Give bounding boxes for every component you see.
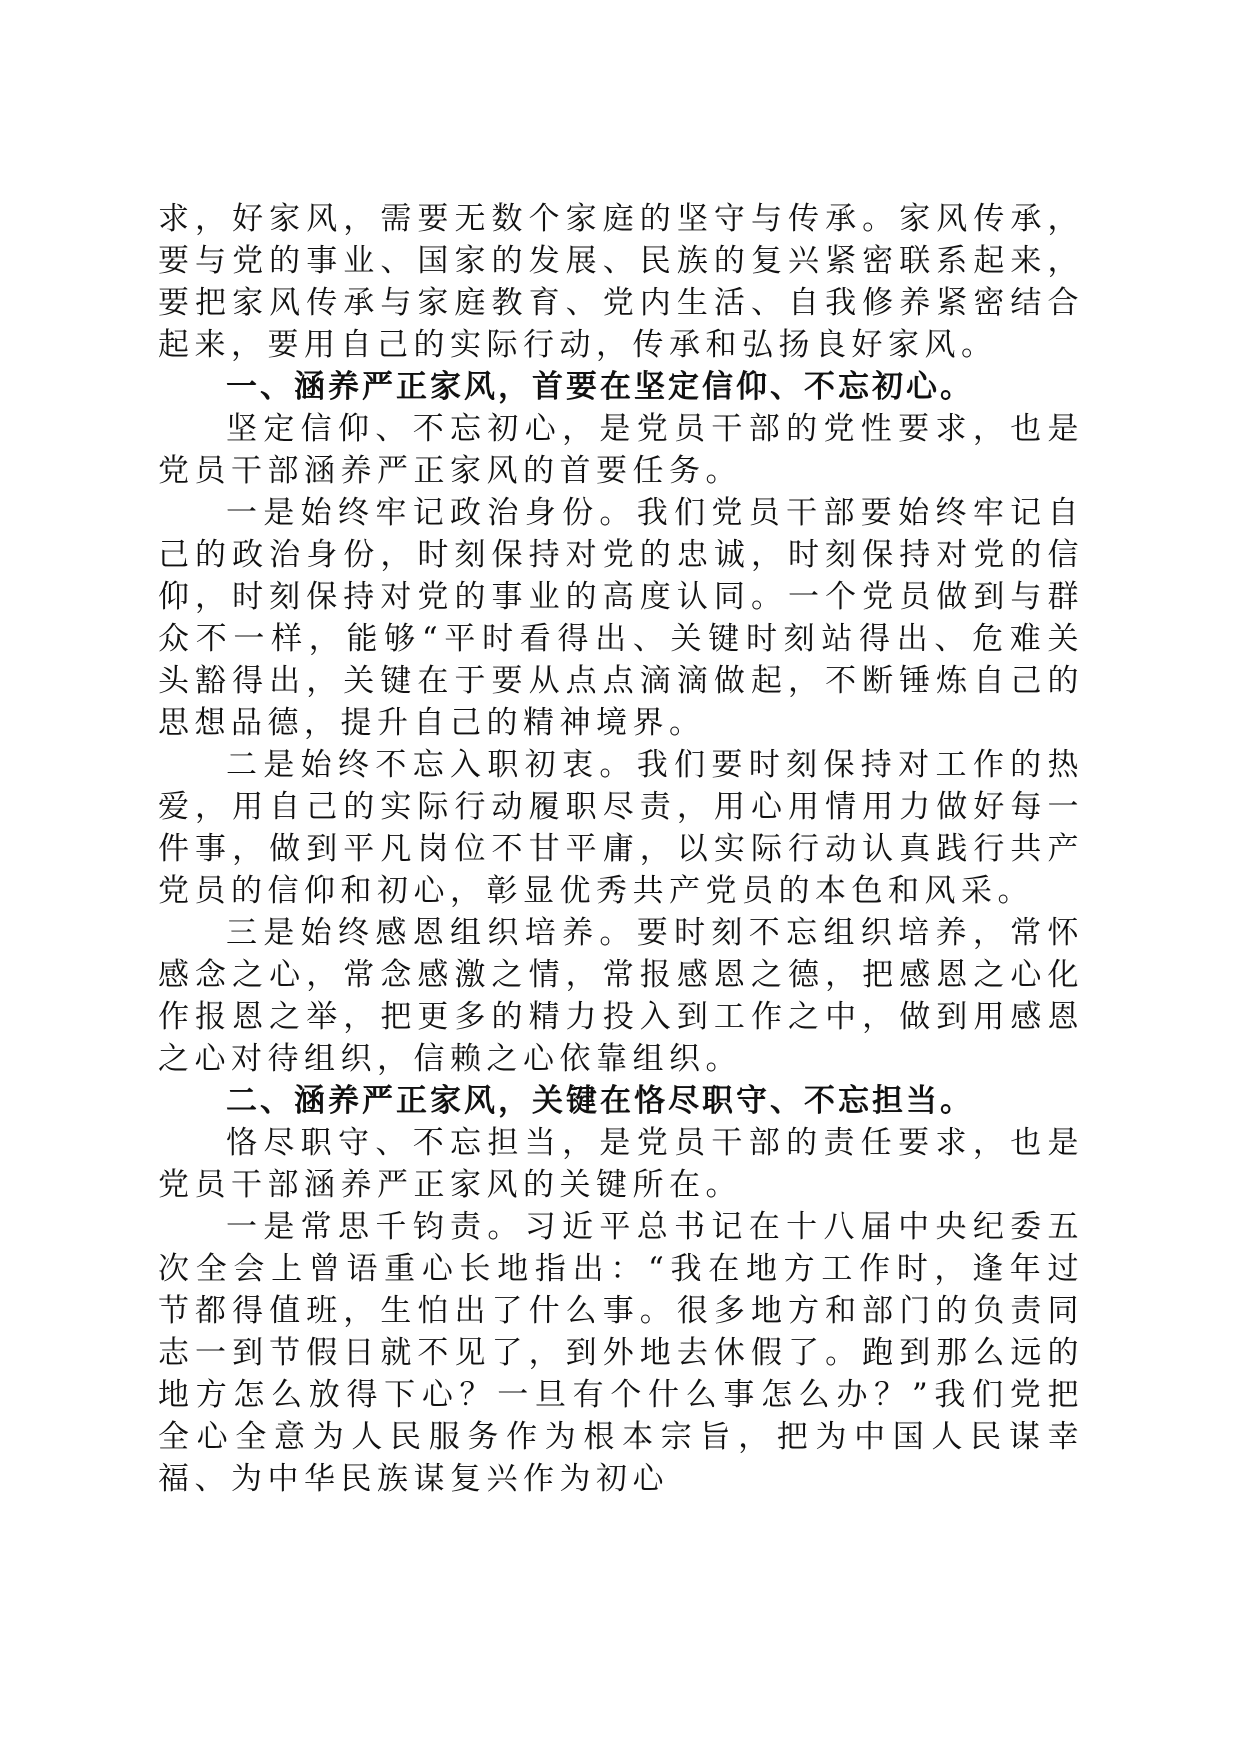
paragraph-continuation: 求，好家风，需要无数个家庭的坚守与传承。家风传承，要与党的事业、国家的发展、民族的复兴紧密联系起来，要把家风传承与家庭教育、党内生活、自我修养紧密结合起来，要用自己的实际行动，传承和弘扬良好家风。 (158, 201, 1084, 363)
section-heading-2: 二、涵养严正家风，关键在恪尽职守、不忘担当。 (226, 1083, 974, 1119)
paragraph-section1-intro: 坚定信仰、不忘初心，是党员干部的党性要求，也是党员干部涵养严正家风的首要任务。 (158, 411, 1084, 489)
section-heading-1: 一、涵养严正家风，首要在坚定信仰、不忘初心。 (226, 369, 974, 405)
document-body (158, 198, 1084, 1500)
paragraph-responsibility: 一是常思千钧责。习近平总书记在十八届中央纪委五次全会上曾语重心长地指出：“我在地方工作时，逢年过节都得值班，生怕出了什么事。很多地方和部门的负责同志一到节假日就不见了，到外地去休假了。跑到那么远的地方怎么放得下心？一旦有个什么事怎么办？”我们党把全心全意为人民服务作为根本宗旨，把为中国人民谋幸福、为中华民族谋复兴作为初心 (158, 1209, 1084, 1497)
paragraph-political-identity: 一是始终牢记政治身份。我们党员干部要始终牢记自己的政治身份，时刻保持对党的忠诚，时刻保持对党的信仰，时刻保持对党的事业的高度认同。一个党员做到与群众不一样，能够“平时看得出、关键时刻站得出、危难关头豁得出，关键在于要从点点滴滴做起，不断锤炼自己的思想品德，提升自己的精神境界。 (158, 495, 1084, 741)
paragraph-gratitude: 三是始终感恩组织培养。要时刻不忘组织培养，常怀感念之心，常念感激之情，常报感恩之德，把感恩之心化作报恩之举，把更多的精力投入到工作之中，做到用感恩之心对待组织，信赖之心依靠组织。 (158, 915, 1084, 1077)
paragraph-section2-intro: 恪尽职守、不忘担当，是党员干部的责任要求，也是党员干部涵养严正家风的关键所在。 (158, 1125, 1084, 1203)
paragraph-original-intention: 二是始终不忘入职初衷。我们要时刻保持对工作的热爱，用自己的实际行动履职尽责，用心用情用力做好每一件事，做到平凡岗位不甘平庸，以实际行动认真践行共产党员的信仰和初心，彰显优秀共产党员的本色和风采。 (158, 747, 1084, 909)
